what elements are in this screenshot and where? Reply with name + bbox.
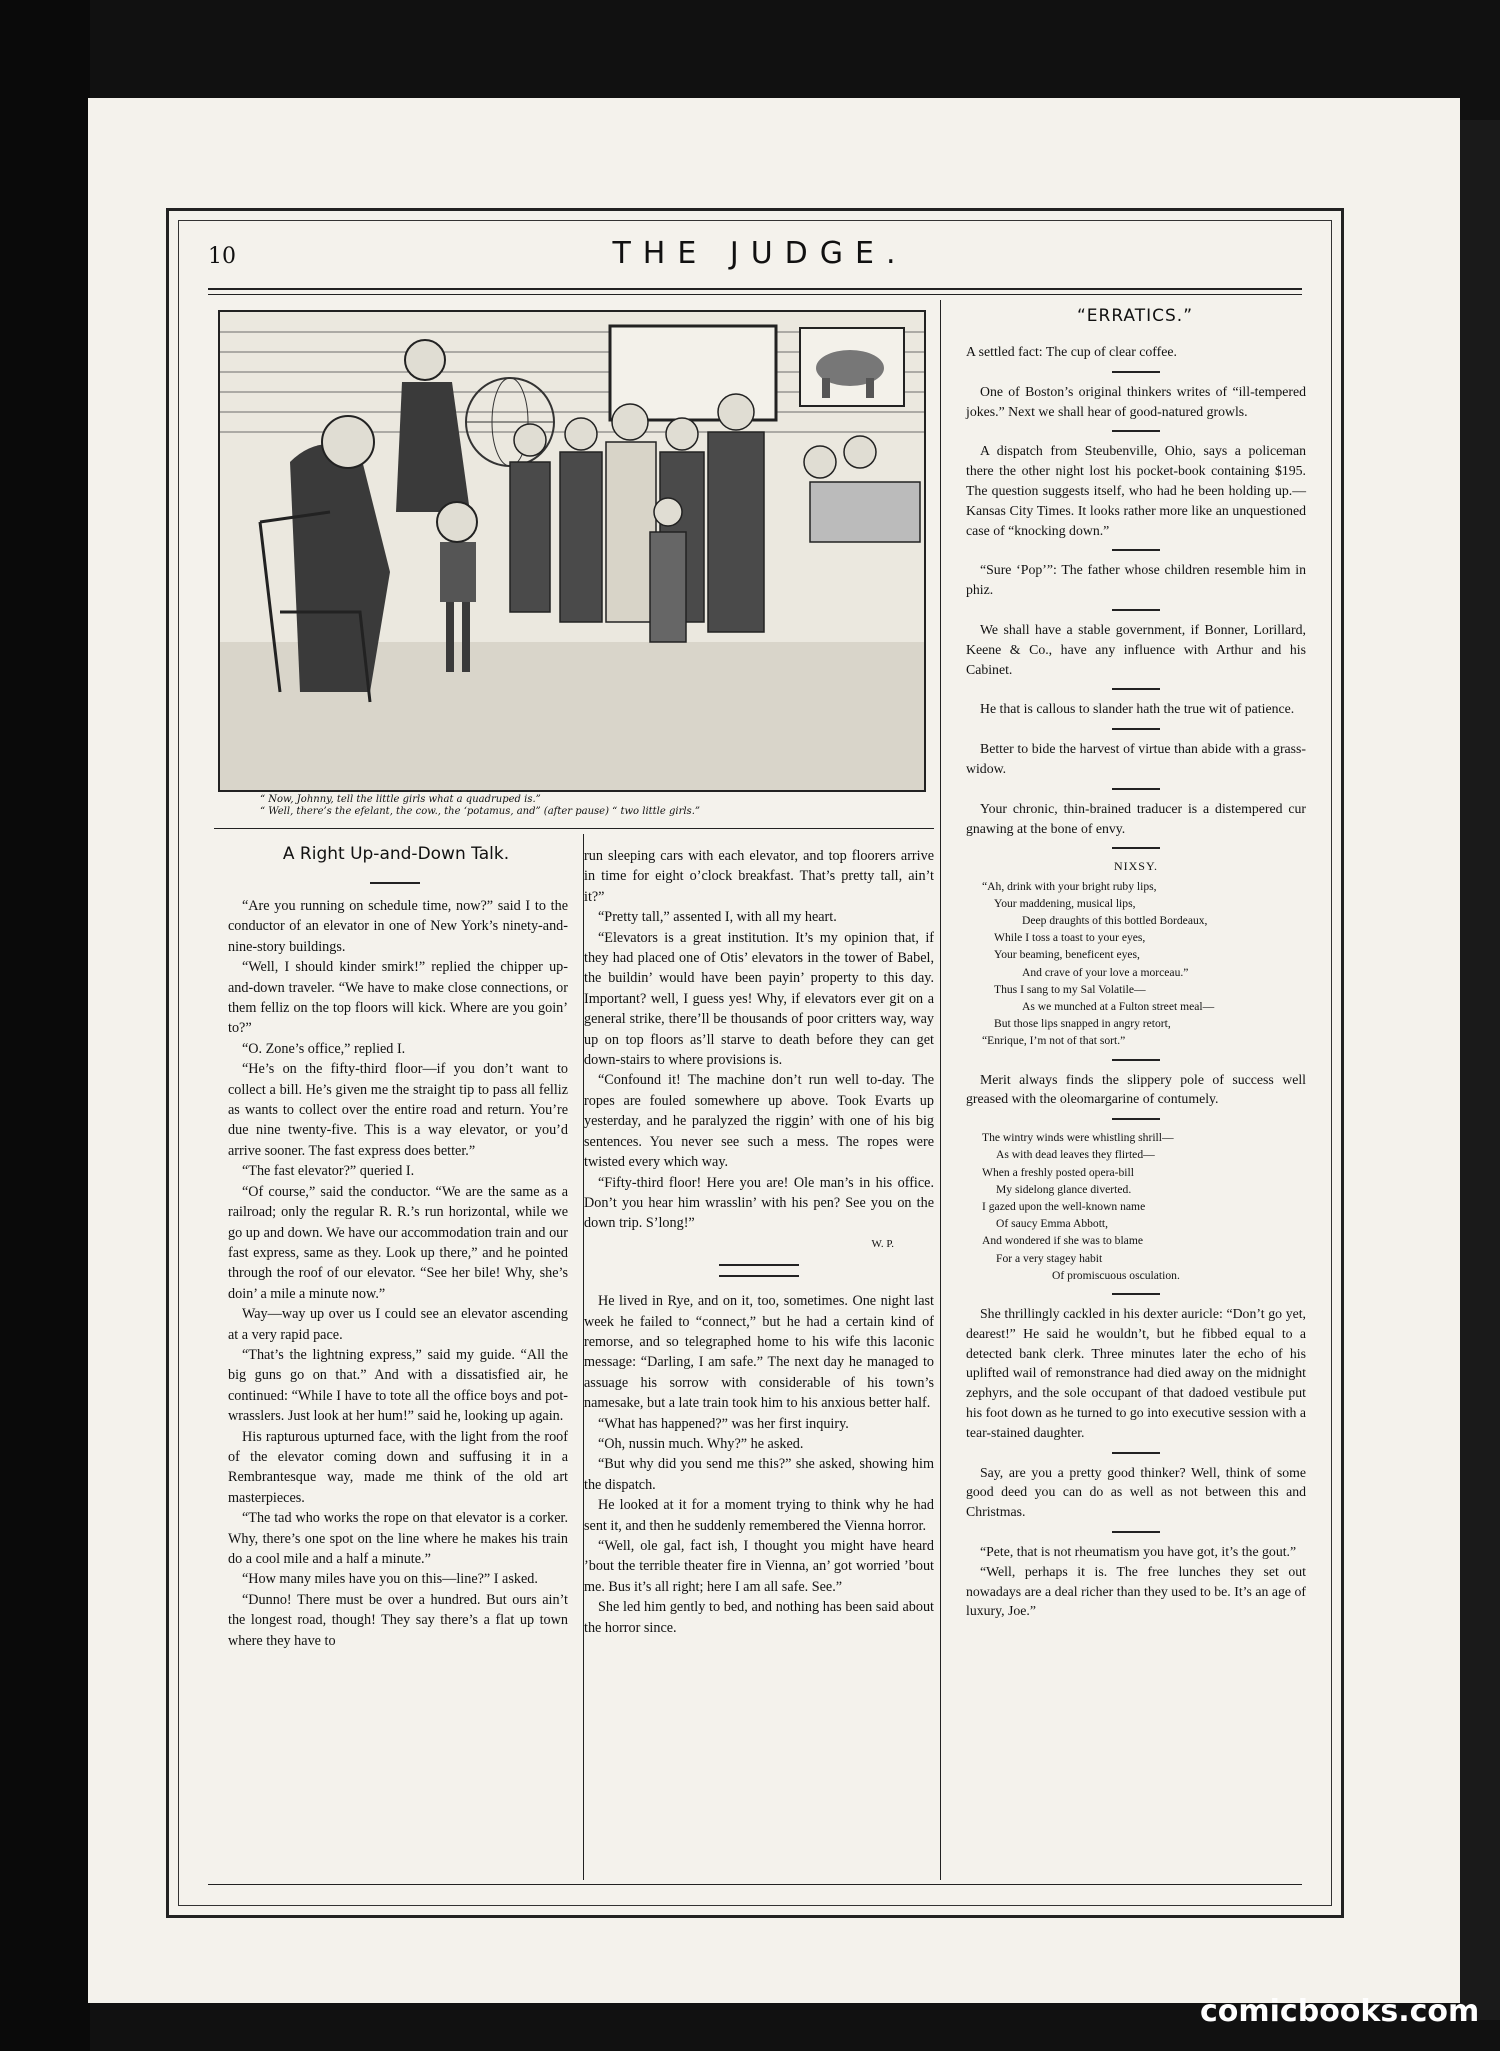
item-separator [1112,609,1160,611]
poem-line: Your maddening, musical lips, [994,896,1136,910]
erratic-item: Better to bide the harvest of virtue than abide with a grass-widow. [966,741,1306,776]
erratic-item: He that is callous to slander hath the true wit of patience. [980,701,1295,717]
left-article-body [228,896,568,1651]
illustration-bottom-rule [214,828,934,829]
paragraph: “But why did you send me this?” she asked, showing him the dispatch. [584,1456,934,1493]
erratic-item: Merit always finds the slippery pole of success well greased with the oleomargarine of contumely. [966,1071,1306,1107]
paragraph: “Of course,” said the conductor. “We are the same as a railroad; only the regular R. R.’s run horizontal, while we go up and down. We have our accommodation train and our fast express, same as they. Look up there,” and he pointed through the roof of our elevator. “See her bile! Why, she’s doin’ a mile a minute now.” [228,1183,568,1302]
paragraph: “Pretty tall,” assented I, with all my heart. [598,909,837,926]
poem-opera-bill [966,1129,1306,1284]
poem-line: When a freshly posted opera-bill [982,1165,1134,1179]
erratics-title: “ERRATICS.” [1076,306,1194,326]
paragraph: He lived in Rye, and on it, too, sometimes. One night last week he failed to “connect,” but he had a certain kind of remorse, and so telegraphed home to his wife this laconic message: “Darling, I am safe.” The next day he managed to assuage his sorrow with considerable of his town’s namesake, but a late train took him to his anxious better half. [584,1293,934,1412]
section-divider [719,1264,799,1277]
erratic-item: Say, are you a pretty good thinker? Well, think of some good deed you can do as well as not between this and Christmas. [966,1464,1306,1520]
poem-line: Your beaming, beneficent eyes, [994,948,1140,962]
paragraph: “He’s on the fifty-third floor—if you don’t want to collect a bill. He’s given me the straight tip to pass all felliz as wants to collect over the entire road and return. You’re due nine twenty-five. This is a way elevator, or you’d arrive sooner. The fast express does better.” [228,1061,568,1159]
classroom-illustration [218,310,926,792]
page-shadow [1460,120,1500,2020]
poem-line: My sidelong glance diverted. [996,1182,1132,1196]
poem-line: “Enrique, I’m not of that sort.” [982,1034,1126,1048]
item-separator [1112,1531,1160,1533]
paragraph: “Fifty-third floor! Here you are! Ole man’s in his office. Don’t you hear him wrasslin’ with his pen? See you on the down trip. S’long!” [584,1174,934,1232]
poem-nixsy [966,858,1306,1049]
caption-line-1: “ Now, Johnny, tell the little girls what a quadruped is.” [260,794,541,805]
middle-column-body [584,846,934,1638]
poem-line: I gazed upon the well-known name [982,1199,1146,1213]
scan-border [0,0,90,2051]
item-separator [1112,1452,1160,1454]
poem-line: As we munched at a Fulton street meal— [1022,999,1215,1013]
school-desk [810,482,920,542]
poem-line: Of promiscuous osculation. [1052,1268,1180,1282]
paragraph: Way—way up over us I could see an elevator ascending at a very rapid pace. [228,1306,568,1343]
paragraph: “Well, I should kinder smirk!” replied the chipper up-and-down traveler. “We have to make close connections, or them felliz on the top floors will kick. Where are you goin’ to?” [228,959,568,1037]
erratic-item: “Well, perhaps it is. The free lunches they set out nowadays are a deal richer than they used to be. It’s an age of luxury, Joe.” [966,1563,1306,1619]
erratic-item: “Sure ‘Pop’”: The father whose children resemble him in phiz. [966,562,1306,598]
column-divider-main [940,300,941,1880]
masthead-rule-top [208,288,1302,290]
paragraph: “Dunno! There must be over a hundred. But ours ain’t the longest road, though! They say there’s a flat up town where they have to [228,1591,568,1649]
erratic-item: Your chronic, thin-brained traducer is a distempered cur gnawing at the bone of envy. [966,800,1306,836]
item-separator [1112,430,1160,432]
poem-line: For a very stagey habit [996,1251,1103,1265]
poem-line: As with dead leaves they flirted— [996,1148,1155,1162]
item-separator [1112,788,1160,790]
paragraph: “How many miles have you on this—line?” I asked. [242,1571,538,1588]
poem-line: And crave of your love a morceau.” [1022,965,1189,979]
signature: W. P. [871,1237,894,1250]
poem-line: Of saucy Emma Abbott, [996,1217,1109,1231]
item-separator [1112,371,1160,373]
paragraph: “O. Zone’s office,” replied I. [242,1040,406,1057]
masthead-rule-bottom [208,294,1302,295]
poem-line: “Ah, drink with your bright ruby lips, [982,879,1157,893]
paragraph: She led him gently to bed, and nothing has been said about the horror since. [584,1599,934,1636]
erratic-item: A dispatch from Steubenville, Ohio, says a policeman there the other night lost his pocket-book containing $195. The question suggests itself, who had he been holding up.—Kansas City Times. It looks rather more like an unquestioned case of “knocking down.” [966,443,1306,538]
item-separator [1112,549,1160,551]
page-bottom-rule [208,1884,1302,1885]
erratic-item: She thrillingly cackled in his dexter auricle: “Don’t go yet, dearest!” He said he wouldn’t, but he fibbed equal to a detected bank clerk. Three minutes later the echo of his uplifted wail of remonstrance had died away on the midnight zephyrs, and the sole occupant of that dadoed vestibule put his foot down as he turned to go into executive session with a tear-stained daughter. [966,1306,1306,1440]
paragraph: His rapturous upturned face, with the light from the roof of the elevator coming down and suffusing it in a Rembrantesque way, made me think of the old art masterpieces. [228,1428,568,1506]
erratic-item: “Pete, that is not rheumatism you have got, it’s the gout.” [980,1543,1297,1559]
erratics-column-body [966,342,1306,1621]
item-separator [1112,1118,1160,1120]
paragraph: “Are you running on schedule time, now?” said I to the conductor of an elevator in one of New York’s ninety-and-nine-story buildings. [228,898,568,955]
illustration-caption [260,794,900,818]
poem-line: But those lips snapped in angry retort, [994,1017,1171,1031]
erratic-item: One of Boston’s original thinkers writes of “ill-tempered jokes.” Next we shall hear of good-natured growls. [966,383,1306,419]
item-separator [1112,728,1160,730]
paragraph: “The tad who works the rope on that elevator is a corker. Why, there’s one spot on the line where he makes his train do a cool mile and a half a minute.” [228,1510,568,1567]
item-separator [1112,847,1160,849]
paragraph: He looked at it for a moment trying to think why he had sent it, and then he suddenly remembered the Vienna horror. [584,1497,934,1534]
left-title-rule [370,882,420,884]
poem-title: NIXSY. [1113,859,1159,874]
left-article-title: A Right Up-and-Down Talk. [282,844,510,864]
item-separator [1112,1293,1160,1295]
poem-line: Thus I sang to my Sal Volatile— [994,982,1146,996]
watermark: comicbooks.com [1200,1994,1480,2029]
paragraph: “Well, ole gal, fact ish, I thought you might have heard ’bout the terrible theater fire in Vienna, an’ got worried ’bout me. Bus it’s all right; here I am all safe. See.” [584,1538,934,1595]
erratic-item: A settled fact: The cup of clear coffee. [966,344,1177,359]
paragraph: “Oh, nussin much. Why?” he asked. [598,1435,804,1452]
paragraph: “What has happened?” was her first inquiry. [598,1415,849,1432]
paragraph: “Elevators is a great institution. It’s my opinion that, if they had placed one of Otis’ elevators in the tower of Babel, the buildin’ would have been payin’ property to this day. Important? well, I guess yes! Why, if elevators ever git on a general strike, there’ll be thousands of poor critters way, way up on top floors as’ll starve to death before they can get down-stairs to where provisions is. [584,929,934,1069]
paragraph: run sleeping cars with each elevator, and top floorers arrive in time for eight o’clock breakfast. That’s pretty tall, ain’t it?” [584,848,934,905]
paragraph: “The fast elevator?” queried I. [242,1163,415,1180]
item-separator [1112,1059,1160,1061]
caption-line-2: “ Well, there’s the efelant, the cow., the ‘potamus, and” (after pause) “ two little girls.” [260,806,700,817]
paragraph: “That’s the lightning express,” said my guide. “All the big guns go on that.” And with a dissatisfied air, he continued: “While I have to tote all the office boys and pot-wrasslers. Just look at her hum!” said he, looking up again. [228,1346,568,1425]
poem-line: And wondered if she was to blame [982,1234,1143,1248]
item-separator [1112,688,1160,690]
classroom-engraving [220,312,926,792]
poem-line: Deep draughts of this bottled Bordeaux, [1022,913,1208,927]
erratic-item: We shall have a stable government, if Bonner, Lorillard, Keene & Co., have any influence with Arthur and his Cabinet. [966,621,1306,677]
page-number: 10 [208,244,236,269]
poem-line: While I toss a toast to your eyes, [994,931,1146,945]
poem-line: The wintry winds were whistling shrill— [982,1131,1174,1145]
masthead-title: THE JUDGE. [612,236,908,271]
paragraph: “Confound it! The machine don’t run well to-day. The ropes are fouled somewhere up above. Took Evarts up yesterday, and he paralyzed the riggin’ with one of his big sentences. You never see such a mess. The ropes were twisted every which way. [584,1072,934,1171]
